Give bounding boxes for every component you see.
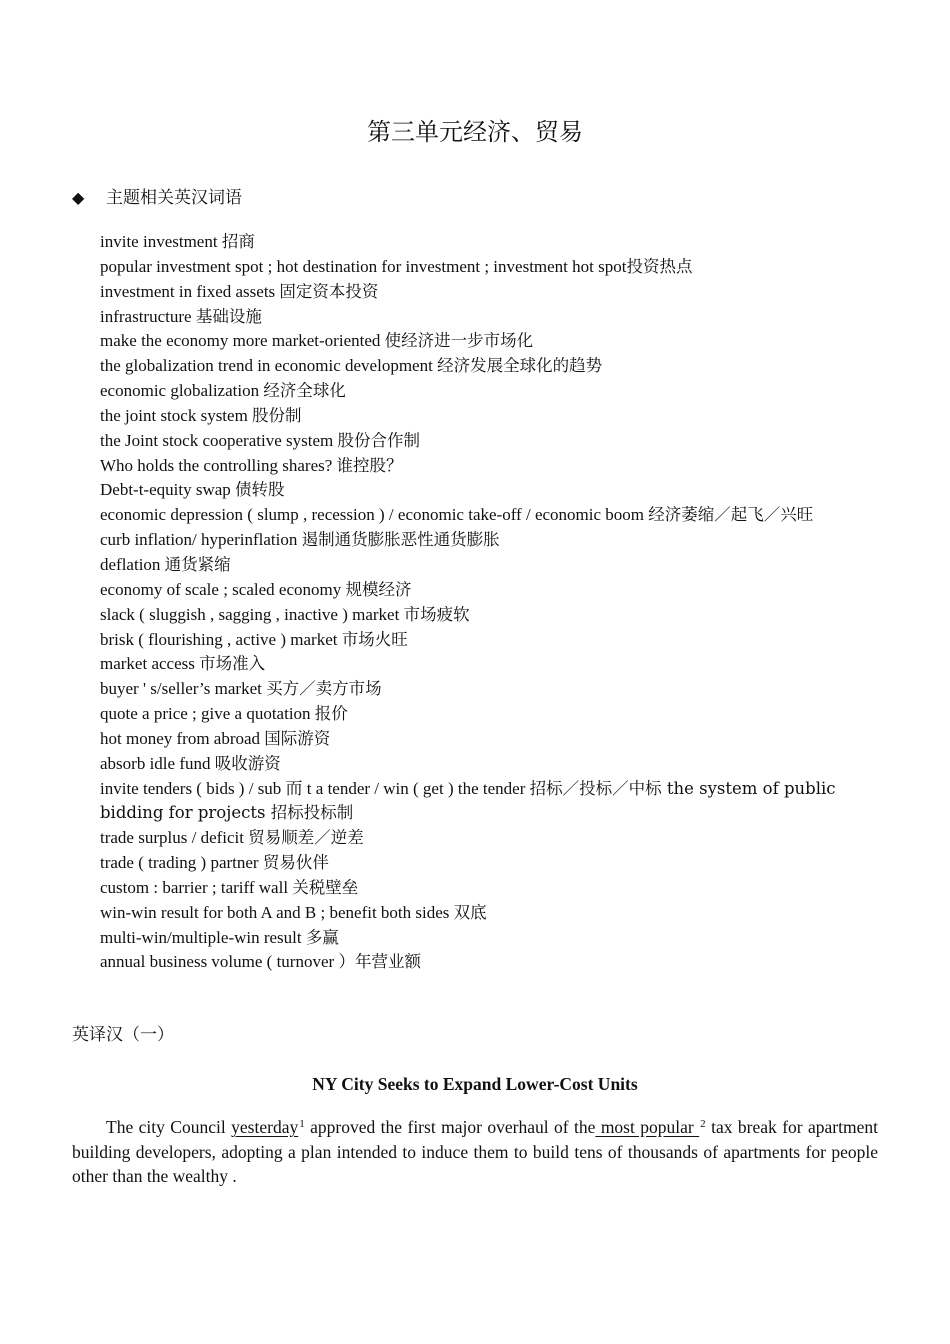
- vocab-item: [100, 926, 860, 951]
- vocab-item: [100, 950, 860, 975]
- vocab-item: [100, 305, 860, 330]
- vocab-chinese: 买方／卖方市场: [266, 679, 382, 699]
- article-title: NY City Seeks to Expand Lower-Cost Units: [312, 1074, 638, 1094]
- vocab-english: win-win result for both A and B ; benefit both sides: [100, 902, 454, 922]
- vocab-english: economic depression ( slump , recession ) / economic take-off / economic boom: [100, 505, 649, 525]
- vocab-item: [100, 578, 860, 603]
- footnote-marker: 1: [299, 1118, 305, 1130]
- vocab-english: the Joint stock cooperative system: [100, 430, 338, 450]
- vocab-english: the globalization trend in economic development: [100, 356, 438, 376]
- vocab-chinese: 报价: [314, 704, 348, 724]
- vocab-english: invite tenders ( bids ) / sub 而 t a tender / win ( get ) the tender: [100, 778, 530, 798]
- vocab-english: Debt-t-equity swap: [100, 480, 236, 500]
- vocab-chinese: 贸易伙伴: [262, 853, 329, 873]
- vocab-item: [100, 603, 860, 628]
- vocab-item: [100, 727, 860, 752]
- vocab-english: economic globalization: [100, 381, 264, 401]
- vocab-item: [100, 777, 860, 827]
- page-title: 第三单元经济、贸易: [367, 118, 583, 146]
- vocab-item: [100, 379, 860, 404]
- vocab-english: curb inflation/ hyperinflation: [100, 530, 302, 550]
- vocab-english: slack ( sluggish , sagging , inactive ) market: [100, 604, 404, 624]
- vocab-item: [100, 826, 860, 851]
- vocab-english: economy of scale ; scaled economy: [100, 579, 346, 599]
- vocab-chinese: 经济萎缩／起飞／兴旺: [648, 505, 814, 525]
- diamond-bullet-icon: ◆: [72, 188, 85, 207]
- vocab-chinese: 使经济进一步市场化: [384, 331, 534, 351]
- vocab-english: invite investment: [100, 232, 222, 251]
- vocab-english: deflation: [100, 554, 165, 574]
- vocab-item: [100, 230, 860, 255]
- vocab-item: [100, 404, 860, 429]
- vocab-chinese: 经济发展全球化的趋势: [437, 356, 603, 376]
- vocab-item: [100, 677, 860, 702]
- vocab-chinese: 双底: [453, 902, 487, 922]
- article-text: approved the first major overhaul of the: [304, 1117, 596, 1137]
- vocab-chinese: 关税壁垒: [292, 877, 359, 897]
- vocab-english: buyer ' s/seller’s market: [100, 679, 267, 699]
- vocab-item: [100, 628, 860, 653]
- vocab-item: [100, 528, 860, 553]
- vocab-english: annual business volume ( turnover: [100, 952, 339, 972]
- vocab-english: custom : barrier ; tariff wall: [100, 877, 293, 897]
- vocab-item: [100, 503, 860, 528]
- vocab-chinese: 规模经济: [345, 579, 412, 599]
- article-text: The city Council: [106, 1117, 232, 1137]
- vocab-chinese: 市场火旺: [341, 629, 408, 649]
- vocab-english: make the economy more market-oriented: [100, 331, 385, 351]
- vocab-item: [100, 876, 860, 901]
- vocab-english: hot money from abroad: [100, 728, 265, 748]
- vocab-chinese: 多赢: [305, 927, 339, 947]
- vocab-english: the joint stock system: [100, 405, 253, 425]
- vocab-english: multi-win/multiple-win result: [100, 927, 306, 947]
- vocab-english: trade ( trading ) partner: [100, 853, 263, 873]
- vocab-chinese: 股份制: [252, 405, 302, 425]
- vocab-chinese: 股份合作制: [337, 430, 420, 450]
- vocab-english: popular investment spot ; hot destination for investment ; investment hot spot: [100, 256, 627, 276]
- vocab-chinese: 国际游资: [264, 728, 331, 748]
- vocab-item: [100, 851, 860, 876]
- vocab-english: market access: [100, 654, 200, 674]
- vocab-item: [100, 702, 860, 727]
- vocab-item: [100, 901, 860, 926]
- vocab-chinese: ）年营业额: [338, 952, 421, 972]
- vocab-chinese: 遏制通货膨胀恶性通货膨胀: [301, 530, 500, 550]
- vocab-chinese: 固定资本投资: [279, 281, 379, 301]
- vocab-chinese: 招标／投标／中标 the system of public bidding for projects 招标投标制: [100, 778, 836, 823]
- vocab-chinese: 通货紧缩: [164, 554, 231, 574]
- section-heading-text: 主题相关英汉词语: [106, 188, 242, 208]
- vocab-item: [100, 280, 860, 305]
- vocab-chinese: 投资热点: [626, 256, 693, 276]
- vocab-item: [100, 329, 860, 354]
- vocab-chinese: 经济全球化: [263, 381, 346, 401]
- vocab-item: [100, 255, 860, 280]
- section-heading: [72, 186, 242, 210]
- vocab-english: trade surplus / deficit: [100, 828, 249, 848]
- article-paragraph: [72, 1115, 878, 1189]
- vocab-list: [100, 230, 860, 975]
- vocab-chinese: 贸易顺差／逆差: [248, 828, 364, 848]
- vocab-item: [100, 429, 860, 454]
- vocab-english: infrastructure: [100, 306, 196, 326]
- vocab-english: quote a price ; give a quotation: [100, 704, 315, 724]
- vocab-item: [100, 478, 860, 503]
- footnote-marker: 2: [700, 1118, 706, 1130]
- vocab-english: investment in fixed assets: [100, 281, 280, 301]
- vocab-english: brisk ( flourishing , active ) market: [100, 629, 342, 649]
- vocab-chinese: 市场准入: [199, 654, 266, 674]
- vocab-item: [100, 652, 860, 677]
- vocab-item: [100, 752, 860, 777]
- vocab-chinese: 谁控股？: [336, 455, 403, 475]
- underlined-term: most popular: [595, 1117, 700, 1137]
- vocab-english: Who holds the controlling shares?: [100, 455, 337, 475]
- vocab-item: [100, 553, 860, 578]
- vocab-item: [100, 354, 860, 379]
- vocab-item: [100, 454, 860, 479]
- exercise-heading: 英译汉（一）: [72, 1025, 174, 1045]
- vocab-english: absorb idle fund: [100, 753, 215, 773]
- article-text: tax break for apartment building developers, adopting a plan intended to induce them to build tens of thousands of apartments for people other than the wealthy .: [72, 1117, 878, 1187]
- vocab-chinese: 吸收游资: [214, 753, 281, 773]
- vocab-chinese: 市场疲软: [403, 604, 470, 624]
- vocab-chinese: 债转股: [235, 480, 285, 500]
- underlined-term: yesterday: [231, 1117, 299, 1137]
- vocab-chinese: 招商: [221, 232, 255, 251]
- vocab-chinese: 基础设施: [195, 306, 262, 326]
